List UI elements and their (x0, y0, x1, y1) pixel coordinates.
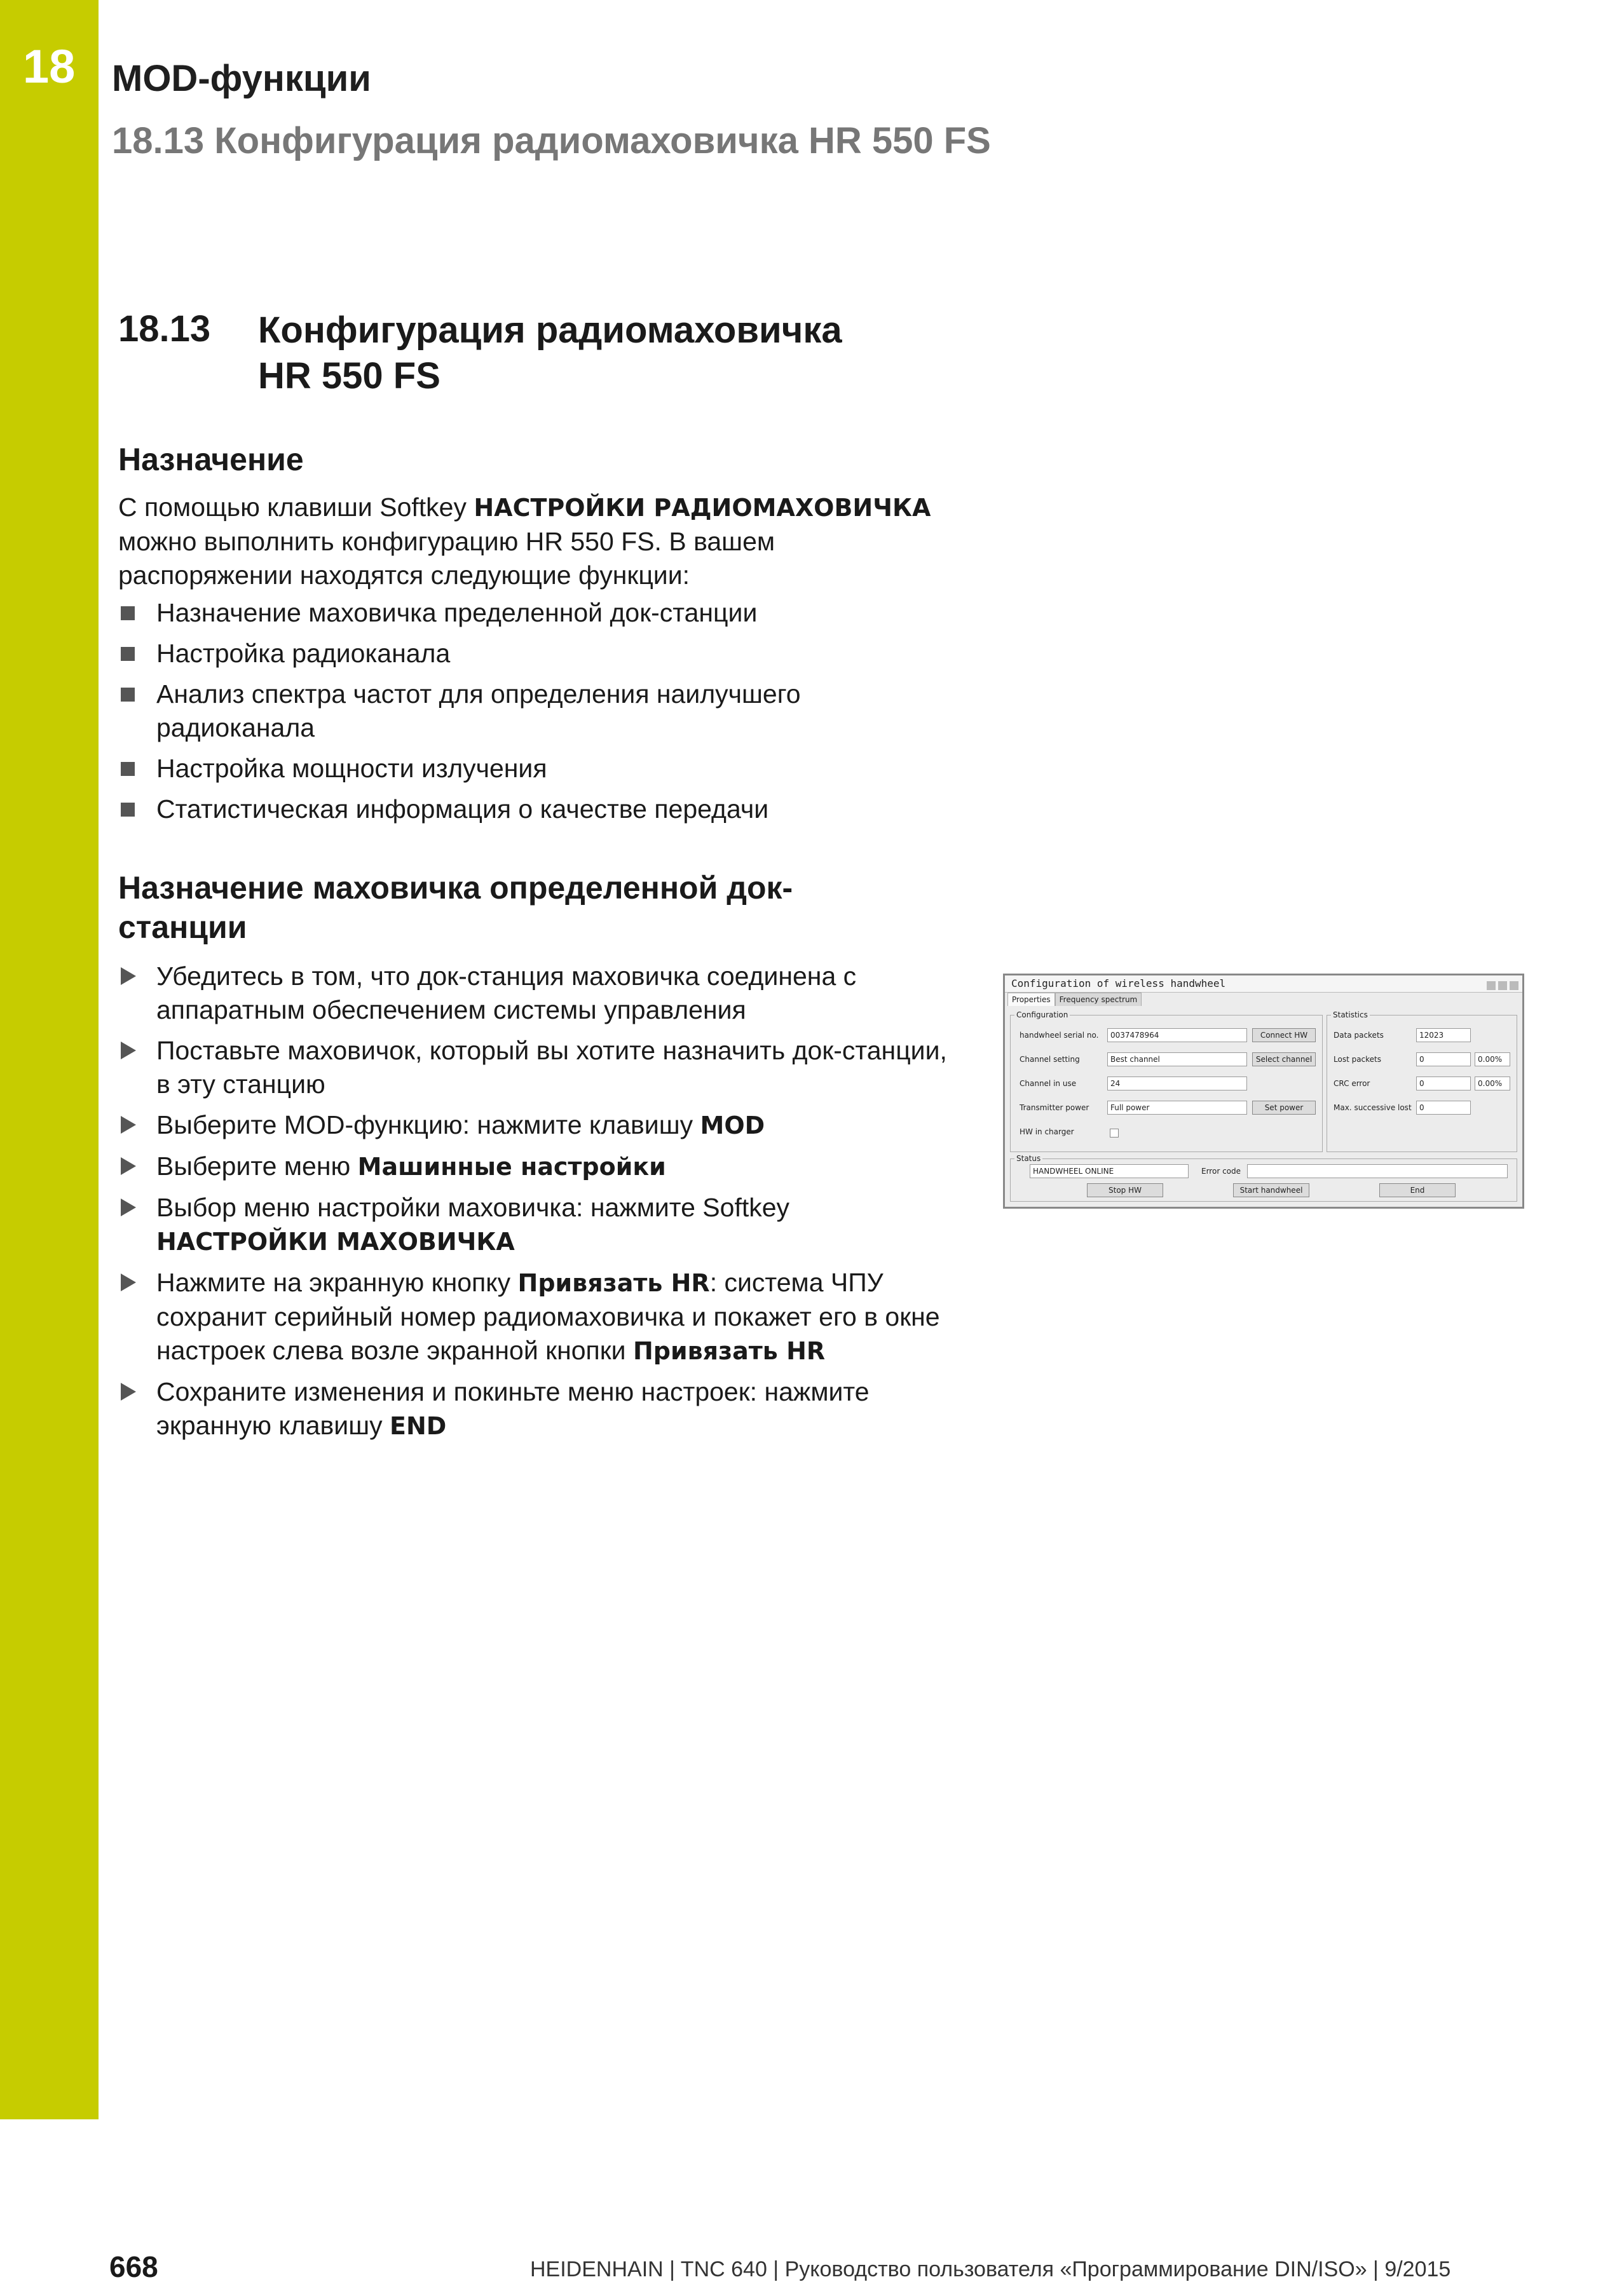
list-item: Назначение маховичка пределенной док-станции (118, 596, 957, 630)
list-item: Настройка мощности излучения (118, 752, 957, 785)
transmitter-power-field[interactable]: Full power (1107, 1101, 1247, 1115)
section-number: 18.13 (118, 308, 211, 350)
start-handwheel-button[interactable]: Start handwheel (1233, 1183, 1309, 1197)
channel-setting-field[interactable]: Best channel (1107, 1052, 1247, 1066)
list-item: Анализ спектра частот для определения наилучшего радиоканала (118, 677, 957, 745)
configuration-group: Configuration handwheel serial no. 0037478964 Connect HW Channel setting Best channel Select channel Channel in use 24 Transmitter power Full power Set power HW in charger (1010, 1015, 1323, 1152)
close-icon[interactable] (1510, 981, 1518, 990)
list-item: Выберите меню Машинные настройки (118, 1150, 957, 1184)
serial-number-field[interactable]: 0037478964 (1107, 1028, 1247, 1042)
list-item: Поставьте маховичок, который вы хотите назначить док-станции, в эту станцию (118, 1034, 957, 1101)
window-buttons (1484, 979, 1518, 995)
softkey-name: НАСТРОЙКИ РАДИОМАХОВИЧКА (474, 494, 931, 522)
purpose-heading: Назначение (118, 442, 304, 477)
hw-in-charger-checkbox[interactable] (1110, 1129, 1119, 1138)
list-item: Сохраните изменения и покиньте меню настроек: нажмите экранную клавишу END (118, 1375, 957, 1443)
list-item: Нажмите на экранную кнопку Привязать HR: система ЧПУ сохранит серийный номер радиомаховичка и покажет его в окне настроек слева возле экранной кнопки Привязать HR (118, 1266, 957, 1368)
dialog-titlebar (1005, 975, 1522, 993)
chapter-sidebar (0, 0, 99, 2119)
select-channel-button[interactable]: Select channel (1252, 1052, 1316, 1066)
channel-in-use-field[interactable]: 24 (1107, 1077, 1247, 1090)
tab-frequency-spectrum[interactable]: Frequency spectrum (1055, 993, 1142, 1006)
footer-text: HEIDENHAIN | TNC 640 | Руководство пользователя «Программирование DIN/ISO» | 9/2015 (530, 2257, 1451, 2281)
list-item: Выбор меню настройки маховичка: нажмите Softkey НАСТРОЙКИ МАХОВИЧКА (118, 1191, 957, 1259)
list-item: Статистическая информация о качестве передачи (118, 792, 957, 826)
list-item: Настройка радиоканала (118, 637, 957, 670)
dialog-title: Configuration of wireless handwheel (1011, 977, 1226, 989)
list-item: Убедитесь в том, что док-станция маховичка соединена с аппаратным обеспечением системы управления (118, 960, 957, 1027)
arrow-bullet-icon (121, 1116, 136, 1134)
function-list (118, 596, 957, 833)
tab-properties[interactable]: Properties (1007, 993, 1055, 1006)
statistics-group: Statistics Data packets 12023 Lost packets 0 0.00% CRC error 0 0.00% Max. successive lost 0 (1327, 1015, 1517, 1152)
status-field: HANDWHEEL ONLINE (1030, 1164, 1189, 1178)
dialog-tabs (1005, 993, 1522, 1007)
arrow-bullet-icon (121, 967, 136, 985)
assign-heading: Назначение маховичка определенной док-станции (118, 870, 793, 945)
arrow-bullet-icon (121, 1274, 136, 1291)
section-title: Конфигурация радиомаховичка HR 550 FS (258, 309, 842, 397)
minimize-icon[interactable] (1487, 981, 1496, 990)
section-reference: 18.13 Конфигурация радиомаховичка HR 550 FS (112, 120, 991, 161)
connect-hw-button[interactable]: Connect HW (1252, 1028, 1316, 1042)
square-bullet-icon (121, 688, 135, 702)
status-group: Status HANDWHEEL ONLINE Error code Stop HW Start handwheel End (1010, 1158, 1517, 1202)
arrow-bullet-icon (121, 1157, 136, 1175)
end-button[interactable]: End (1379, 1183, 1456, 1197)
maximize-icon[interactable] (1498, 981, 1507, 990)
arrow-bullet-icon (121, 1042, 136, 1059)
square-bullet-icon (121, 803, 135, 817)
page-number: 668 (109, 2250, 158, 2283)
wireless-handwheel-dialog (1003, 974, 1524, 1209)
purpose-paragraph: С помощью клавиши Softkey НАСТРОЙКИ РАДИОМАХОВИЧКА можно выполнить конфигурацию HR 550 FS. В вашем распоряжении находятся следующие функции: (118, 492, 931, 590)
square-bullet-icon (121, 606, 135, 620)
list-item: Выберите MOD-функцию: нажмите клавишу MOD (118, 1108, 957, 1143)
arrow-bullet-icon (121, 1199, 136, 1216)
chapter-title: MOD-функции (112, 58, 371, 99)
arrow-bullet-icon (121, 1383, 136, 1401)
set-power-button[interactable]: Set power (1252, 1101, 1316, 1115)
square-bullet-icon (121, 647, 135, 661)
error-code-field (1247, 1164, 1508, 1178)
square-bullet-icon (121, 762, 135, 776)
stop-hw-button[interactable]: Stop HW (1087, 1183, 1163, 1197)
chapter-number: 18 (23, 40, 76, 93)
step-list (118, 960, 957, 1450)
